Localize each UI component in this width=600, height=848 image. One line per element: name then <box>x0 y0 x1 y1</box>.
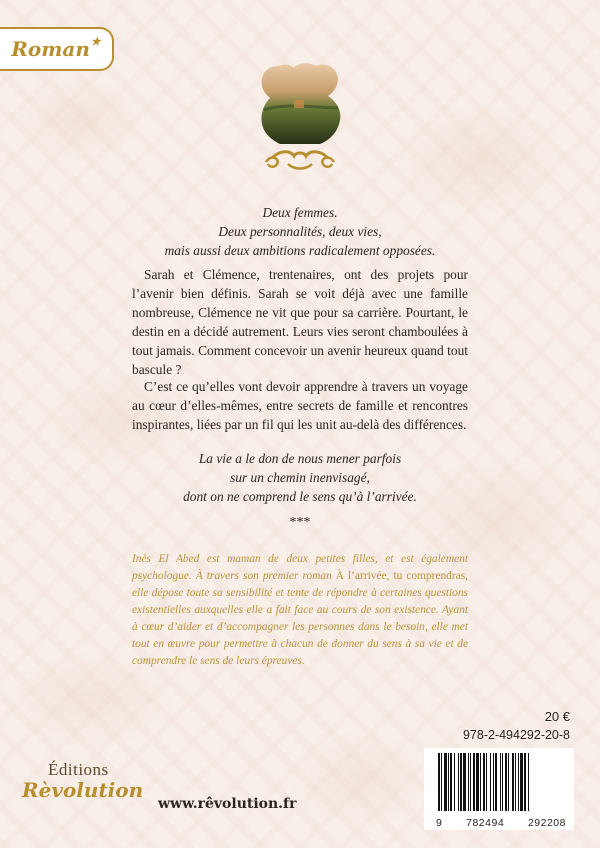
barcode-digit-group-1: 782494 <box>466 817 505 829</box>
bio-text-end: , elle dépose toute sa sensibilité et tente de répondre à certaines questions existentielles auxquelles elle a fait face au cours de son existence. Ayant à cœur d’aider et d’accompagner les personnes dans le besoin, elle met tout en œuvre pour permettre à chacun de donner du sens à sa vie et de comprendre le sens de leurs épreuves. <box>132 570 468 667</box>
quote-line-1: La vie a le don de nous mener parfois <box>198 451 402 466</box>
silhouette-emblem <box>250 58 350 188</box>
paragraph-1: Sarah et Clémence, trentenaires, ont des projets pour l’avenir bien définis. Sarah se voit déjà avec une famille nombreuse, Clémence ne vit que pour sa carrière. Pourtant, le destin en a décidé autrement. Leurs vies seront chamboulées à tout jamais. Comment concevoir un avenir heureux quand tout bascule ? <box>132 267 468 377</box>
barcode-bars <box>436 753 566 811</box>
separator: *** <box>289 515 311 530</box>
genre-tab <box>0 27 114 71</box>
website-link[interactable]: www.rêvolution.fr <box>158 796 297 812</box>
barcode-digit-prefix: 9 <box>436 817 443 829</box>
barcode <box>424 748 574 830</box>
star-icon: ★ <box>90 34 101 48</box>
publisher-line-2: Rèvolution <box>22 778 144 802</box>
publisher-line-1: Éditions <box>48 760 109 779</box>
author-bio <box>132 551 468 670</box>
quote-line-3: dont on ne comprend le sens qu’à l’arrivée. <box>183 489 417 504</box>
bio-book-title: À l’arrivée, tu comprendras <box>335 570 466 582</box>
bio-text-start: Inès El Abed est maman de deux petites filles, et est également psychologue. À travers son premier roman <box>132 553 468 582</box>
publisher-logo <box>22 760 142 802</box>
barcode-digits <box>436 817 566 829</box>
paragraph-2: C’est ce qu’elles vont devoir apprendre à travers un voyage au cœur d’elles-mêmes, entre secrets de famille et rencontres inspirantes, liées par un fil qui les unit au-delà des différences. <box>132 379 468 432</box>
isbn: 978-2-494292-20-8 <box>462 728 570 742</box>
intro-lines <box>132 203 468 260</box>
barcode-digit-group-2: 292208 <box>527 817 566 829</box>
intro-line-1: Deux femmes. <box>262 205 338 220</box>
genre-label: Roman <box>11 37 90 61</box>
quote <box>132 449 468 506</box>
quote-line-2: sur un chemin inenvisagé, <box>230 470 370 485</box>
price: 20 € <box>544 709 570 724</box>
intro-line-3: mais aussi deux ambitions radicalement opposées. <box>164 243 436 258</box>
intro-line-2: Deux personnalités, deux vies, <box>218 224 382 239</box>
